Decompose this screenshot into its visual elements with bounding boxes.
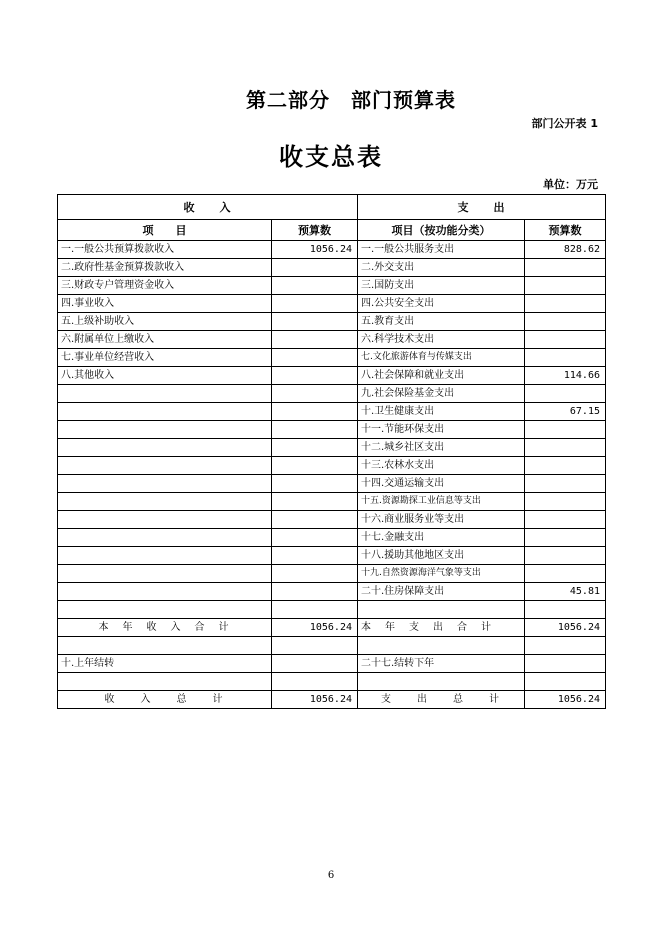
table-row: [58, 583, 606, 601]
expense-carry-label: 二十七.结转下年: [358, 655, 525, 673]
income-amount-cell: 1056.24: [272, 241, 358, 259]
expense-item-cell: 十八.援助其他地区支出: [358, 547, 525, 565]
table-row: [58, 241, 606, 259]
table-row: [58, 349, 606, 367]
expense-amount-cell: 45.81: [525, 583, 606, 601]
table-row: [58, 421, 606, 439]
expense-amount-cell: [525, 601, 606, 619]
income-grand-total-amount: 1056.24: [272, 691, 358, 709]
income-amount-cell: [272, 475, 358, 493]
blank-row: [58, 673, 606, 691]
table-row: [58, 529, 606, 547]
column-header-row: [58, 220, 606, 241]
table-row: [58, 403, 606, 421]
expense-item-cell: 十二.城乡社区支出: [358, 439, 525, 457]
table-row: [58, 259, 606, 277]
income-item-cell: 七.事业单位经营收入: [58, 349, 272, 367]
income-amount-cell: [272, 277, 358, 295]
table-number: 部门公开表 1: [531, 117, 598, 130]
expense-item-cell: 五.教育支出: [358, 313, 525, 331]
year-total-row: [58, 619, 606, 637]
income-amount-header: 预算数: [272, 220, 358, 241]
income-amount-cell: [272, 385, 358, 403]
table-row: [58, 313, 606, 331]
income-item-cell: [58, 403, 272, 421]
income-item-cell: [58, 511, 272, 529]
income-carry-amount: [272, 655, 358, 673]
income-item-cell: [58, 547, 272, 565]
income-amount-cell: [272, 295, 358, 313]
expense-amount-cell: [525, 259, 606, 277]
unit-label: 单位：万元: [543, 178, 598, 191]
income-amount-cell: [272, 529, 358, 547]
expense-amount-cell: [525, 493, 606, 511]
income-item-cell: [58, 583, 272, 601]
income-item-cell: [58, 457, 272, 475]
income-amount-cell: [272, 439, 358, 457]
income-amount-cell: [272, 493, 358, 511]
income-grand-total-label: 收 入 总 计: [58, 691, 272, 709]
table-row: [58, 457, 606, 475]
expense-amount-cell: [525, 349, 606, 367]
income-amount-cell: [272, 367, 358, 385]
income-item-cell: [58, 385, 272, 403]
expense-item-cell: [358, 601, 525, 619]
income-amount-cell: [272, 547, 358, 565]
income-item-cell: [58, 421, 272, 439]
expense-item-cell: 十九.自然资源海洋气象等支出: [358, 565, 525, 583]
expense-amount-cell: [525, 439, 606, 457]
expense-amount-cell: [525, 277, 606, 295]
table-row: [58, 439, 606, 457]
expense-item-cell: 十五.资源勘探工业信息等支出: [358, 493, 525, 511]
income-amount-cell: [272, 313, 358, 331]
expense-amount-cell: [525, 313, 606, 331]
income-item-cell: 一.一般公共预算拨款收入: [58, 241, 272, 259]
income-amount-cell: [272, 403, 358, 421]
income-item-cell: 四.事业收入: [58, 295, 272, 313]
expense-amount-cell: 114.66: [525, 367, 606, 385]
expense-item-cell: 八.社会保障和就业支出: [358, 367, 525, 385]
income-carry-label: 十.上年结转: [58, 655, 272, 673]
expense-amount-cell: [525, 457, 606, 475]
expense-item-cell: 十六.商业服务业等支出: [358, 511, 525, 529]
income-item-cell: 六.附属单位上缴收入: [58, 331, 272, 349]
income-item-cell: [58, 529, 272, 547]
expense-item-cell: 四.公共安全支出: [358, 295, 525, 313]
expense-item-cell: 七.文化旅游体育与传媒支出: [358, 349, 525, 367]
expense-item-header: 项目（按功能分类）: [358, 220, 525, 241]
income-amount-cell: [272, 565, 358, 583]
income-item-cell: [58, 475, 272, 493]
part-title: 第二部分 部门预算表: [246, 88, 456, 112]
income-item-cell: 三.财政专户管理资金收入: [58, 277, 272, 295]
table-row: [58, 565, 606, 583]
income-item-cell: [58, 565, 272, 583]
income-year-total-amount: 1056.24: [272, 619, 358, 637]
expense-item-cell: 十一.节能环保支出: [358, 421, 525, 439]
income-amount-cell: [272, 457, 358, 475]
expense-amount-cell: 67.15: [525, 403, 606, 421]
expense-year-total-label: 本 年 支 出 合 计: [358, 619, 525, 637]
table-row: [58, 493, 606, 511]
income-amount-cell: [272, 349, 358, 367]
expense-item-cell: 九.社会保险基金支出: [358, 385, 525, 403]
expense-item-cell: 二十.住房保障支出: [358, 583, 525, 601]
blank-row: [58, 637, 606, 655]
expense-item-cell: 十七.金融支出: [358, 529, 525, 547]
expense-item-cell: 一.一般公共服务支出: [358, 241, 525, 259]
table-row: [58, 295, 606, 313]
expense-item-cell: 十三.农林水支出: [358, 457, 525, 475]
expense-item-cell: 三.国防支出: [358, 277, 525, 295]
income-item-header: 项 目: [58, 220, 272, 241]
expense-amount-cell: [525, 475, 606, 493]
table-row: [58, 475, 606, 493]
income-item-cell: 二.政府性基金预算拨款收入: [58, 259, 272, 277]
expense-grand-total-label: 支 出 总 计: [358, 691, 525, 709]
table-row: [58, 331, 606, 349]
income-amount-cell: [272, 583, 358, 601]
section-header-row: [58, 195, 606, 220]
income-amount-cell: [272, 421, 358, 439]
expense-amount-cell: [525, 331, 606, 349]
page-title: 收支总表: [279, 142, 383, 171]
budget-summary-table: [57, 194, 606, 709]
income-amount-cell: [272, 511, 358, 529]
income-year-total-label: 本 年 收 入 合 计: [58, 619, 272, 637]
table-row: [58, 601, 606, 619]
table-row: [58, 277, 606, 295]
expense-section-header: 支 出: [358, 195, 606, 220]
expense-item-cell: 十.卫生健康支出: [358, 403, 525, 421]
table-row: [58, 547, 606, 565]
expense-amount-cell: [525, 565, 606, 583]
expense-amount-cell: [525, 295, 606, 313]
income-item-cell: [58, 439, 272, 457]
grand-total-row: [58, 691, 606, 709]
expense-amount-cell: 828.62: [525, 241, 606, 259]
income-item-cell: 八.其他收入: [58, 367, 272, 385]
carry-over-row: [58, 655, 606, 673]
income-item-cell: [58, 493, 272, 511]
expense-grand-total-amount: 1056.24: [525, 691, 606, 709]
expense-amount-cell: [525, 547, 606, 565]
income-item-cell: [58, 601, 272, 619]
expense-item-cell: 十四.交通运输支出: [358, 475, 525, 493]
expense-amount-cell: [525, 529, 606, 547]
table-row: [58, 511, 606, 529]
expense-item-cell: 六.科学技术支出: [358, 331, 525, 349]
page-number: 6: [327, 870, 335, 881]
expense-year-total-amount: 1056.24: [525, 619, 606, 637]
income-item-cell: 五.上级补助收入: [58, 313, 272, 331]
income-amount-cell: [272, 601, 358, 619]
expense-carry-amount: [525, 655, 606, 673]
income-amount-cell: [272, 259, 358, 277]
table-row: [58, 367, 606, 385]
table-row: [58, 385, 606, 403]
expense-amount-header: 预算数: [525, 220, 606, 241]
expense-item-cell: 二.外交支出: [358, 259, 525, 277]
expense-amount-cell: [525, 421, 606, 439]
expense-amount-cell: [525, 511, 606, 529]
income-section-header: 收 入: [58, 195, 358, 220]
income-amount-cell: [272, 331, 358, 349]
expense-amount-cell: [525, 385, 606, 403]
